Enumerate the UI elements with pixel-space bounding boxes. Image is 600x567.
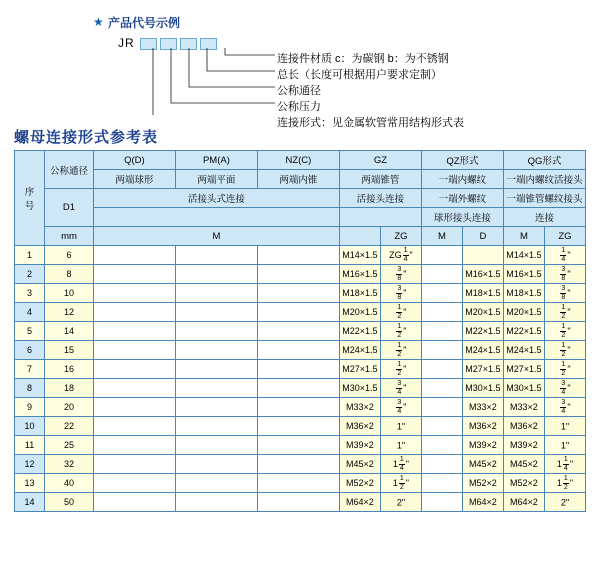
header-unit-m: M [93,227,339,246]
table-row [15,341,586,360]
cell-qg-m: M20×1.5 [503,303,544,322]
cell-qd [93,284,175,303]
cell-qd [93,360,175,379]
table-row [15,265,586,284]
cell-qz-m [421,398,462,417]
cell-seq: 9 [15,398,45,417]
header-type-taper-pipe: 两端锥管 [339,170,421,189]
cell-qg-m: M27×1.5 [503,360,544,379]
cell-gz-zg: $\frac{3}{4}$ " [380,398,421,417]
cell-pma [175,246,257,265]
cell-gz-m: M18×1.5 [339,284,380,303]
cell-pma [175,417,257,436]
header-group-nzc: NZ(C) [257,151,339,170]
cell-dn: 20 [45,398,94,417]
cell-qz-m [421,455,462,474]
cell-qg-zg: $\frac{1}{2}$ " [544,322,585,341]
cell-gz-m: M14×1.5 [339,246,380,265]
table-header [15,151,586,246]
cell-gz-zg: 1 $\frac{1}{2}$ " [380,474,421,493]
cell-pma [175,284,257,303]
header-unit-zg: ZG [380,227,421,246]
cell-qg-zg: $\frac{1}{2}$ " [544,360,585,379]
header-taper-pipe-thread-joint: 一端锥管螺纹接头 [503,189,585,208]
cell-dn: 8 [45,265,94,284]
annotation-length: 总长（长度可根据用户要求定制） [277,69,442,81]
cell-qg-zg: 1" [544,436,585,455]
cell-qg-zg: $\frac{3}{8}$ " [544,265,585,284]
cell-qg-zg: $\frac{1}{2}$ " [544,303,585,322]
cell-qg-m: M22×1.5 [503,322,544,341]
table-row [15,455,586,474]
cell-qd [93,493,175,512]
cell-qz-d [462,246,503,265]
table-row [15,322,586,341]
cell-qd [93,341,175,360]
cell-nzc [257,341,339,360]
cell-gz-zg: $\frac{3}{8}$ " [380,265,421,284]
cell-dn: 32 [45,455,94,474]
header-spacer-2 [339,208,421,227]
cell-qg-m: M36×2 [503,417,544,436]
table-row [15,360,586,379]
table-row [15,303,586,322]
cell-gz-zg: $\frac{1}{2}$ " [380,341,421,360]
annotation-nominal-pressure: 公称压力 [277,101,321,113]
cell-qd [93,322,175,341]
product-code-legend [0,0,600,129]
cell-qz-d: M16×1.5 [462,265,503,284]
cell-gz-zg: $\frac{3}{4}$ " [380,379,421,398]
cell-qg-zg: $\frac{3}{4}$ " [544,398,585,417]
cell-qd [93,455,175,474]
cell-nzc [257,455,339,474]
header-spacer [93,208,339,227]
cell-qz-m [421,360,462,379]
header-type-ball: 两端球形 [93,170,175,189]
cell-pma [175,322,257,341]
cell-pma [175,303,257,322]
header-unit-zg2: ZG [544,227,585,246]
cell-gz-zg: $\frac{1}{2}$ " [380,360,421,379]
cell-qz-d: M18×1.5 [462,284,503,303]
cell-pma [175,398,257,417]
cell-qz-m [421,246,462,265]
cell-nzc [257,265,339,284]
cell-qd [93,417,175,436]
cell-qz-d: M64×2 [462,493,503,512]
cell-qg-zg: $\frac{1}{4}$ " [544,246,585,265]
cell-qz-m [421,379,462,398]
cell-gz-zg: 2" [380,493,421,512]
cell-qg-zg: $\frac{3}{4}$ " [544,379,585,398]
cell-pma [175,360,257,379]
cell-seq: 14 [15,493,45,512]
code-prefix-label: JR [118,36,135,50]
table-row [15,246,586,265]
header-type-flat: 两端平面 [175,170,257,189]
cell-qz-m [421,284,462,303]
cell-qd [93,265,175,284]
cell-qg-m: M16×1.5 [503,265,544,284]
cell-seq: 2 [15,265,45,284]
header-group-qg: QG形式 [503,151,585,170]
cell-gz-m: M27×1.5 [339,360,380,379]
cell-gz-m: M52×2 [339,474,380,493]
annotation-material: 连接件材质 c：为碳钢 b：为不锈钢 [277,53,449,65]
cell-gz-zg: $\frac{1}{2}$ " [380,303,421,322]
table-row [15,379,586,398]
cell-qz-d: M45×2 [462,455,503,474]
nut-connection-table [14,150,586,512]
cell-qz-d: M22×1.5 [462,322,503,341]
cell-seq: 11 [15,436,45,455]
header-group-pma: PM(A) [175,151,257,170]
cell-nzc [257,436,339,455]
table-row [15,417,586,436]
header-ball-joint-connection: 球形接头连接 [421,208,503,227]
cell-qz-m [421,341,462,360]
cell-seq: 12 [15,455,45,474]
cell-pma [175,265,257,284]
cell-nzc [257,398,339,417]
cell-nzc [257,360,339,379]
cell-qg-m: M64×2 [503,493,544,512]
table-row [15,493,586,512]
cell-qz-d: M27×1.5 [462,360,503,379]
cell-gz-m: M16×1.5 [339,265,380,284]
header-seq: 序 号 [15,151,45,246]
legend-title: 产品代号示例 [108,16,181,30]
header-d1: D1 [45,189,94,227]
cell-dn: 25 [45,436,94,455]
cell-pma [175,379,257,398]
cell-qd [93,398,175,417]
table-header-row-5 [15,227,586,246]
cell-qg-m: M24×1.5 [503,341,544,360]
cell-qg-m: M33×2 [503,398,544,417]
cell-gz-m: M36×2 [339,417,380,436]
cell-gz-m: M22×1.5 [339,322,380,341]
header-union-connection-2: 活接头连接 [339,189,421,208]
header-unit-m3: M [503,227,544,246]
cell-dn: 40 [45,474,94,493]
cell-gz-zg: 1 $\frac{1}{4}$ " [380,455,421,474]
cell-qz-m [421,322,462,341]
cell-qg-m: M45×2 [503,455,544,474]
table-body [15,246,586,512]
cell-gz-zg: 1" [380,417,421,436]
cell-dn: 50 [45,493,94,512]
cell-nzc [257,303,339,322]
cell-gz-m: M24×1.5 [339,341,380,360]
cell-seq: 6 [15,341,45,360]
cell-nzc [257,322,339,341]
header-type-inner-cone: 两端内锥 [257,170,339,189]
table-header-row-1 [15,151,586,170]
cell-qz-d: M24×1.5 [462,341,503,360]
cell-nzc [257,417,339,436]
annotation-nominal-diameter: 公称通径 [277,85,321,97]
cell-seq: 10 [15,417,45,436]
cell-qg-m: M52×2 [503,474,544,493]
cell-qg-m: M39×2 [503,436,544,455]
cell-qg-zg: 1 $\frac{1}{2}$ " [544,474,585,493]
cell-gz-m: M30×1.5 [339,379,380,398]
cell-qz-d: M33×2 [462,398,503,417]
cell-qd [93,474,175,493]
header-type-inner-thread: 一端内螺纹 [421,170,503,189]
cell-nzc [257,284,339,303]
cell-qz-m [421,493,462,512]
cell-pma [175,455,257,474]
table-row [15,284,586,303]
cell-dn: 12 [45,303,94,322]
header-union-connection: 活接头式连接 [93,189,339,208]
page-title: 螺母连接形式参考表 [14,129,159,146]
star-icon: ★ [93,15,104,29]
cell-nzc [257,246,339,265]
cell-qz-d: M52×2 [462,474,503,493]
cell-seq: 1 [15,246,45,265]
cell-qz-m [421,265,462,284]
cell-dn: 14 [45,322,94,341]
cell-qg-m: M14×1.5 [503,246,544,265]
cell-pma [175,474,257,493]
cell-qg-m: M30×1.5 [503,379,544,398]
header-outer-thread: 一端外螺纹 [421,189,503,208]
table-row [15,398,586,417]
header-connection: 连接 [503,208,585,227]
cell-qd [93,379,175,398]
cell-qg-zg: 2" [544,493,585,512]
table-row [15,474,586,493]
table-header-row-4 [15,208,586,227]
cell-seq: 13 [15,474,45,493]
cell-gz-zg: 1" [380,436,421,455]
cell-seq: 3 [15,284,45,303]
header-unit-blank [339,227,380,246]
cell-dn: 10 [45,284,94,303]
cell-qz-m [421,417,462,436]
cell-qd [93,436,175,455]
header-unit-m2: M [421,227,462,246]
cell-qz-m [421,474,462,493]
header-unit-d: D [462,227,503,246]
cell-qg-zg: $\frac{1}{2}$ " [544,341,585,360]
cell-gz-m: M39×2 [339,436,380,455]
cell-qz-d: M20×1.5 [462,303,503,322]
cell-nzc [257,379,339,398]
cell-gz-zg: $\frac{1}{2}$ " [380,322,421,341]
cell-gz-zg: ZG $\frac{1}{4}$ " [380,246,421,265]
cell-seq: 4 [15,303,45,322]
cell-dn: 22 [45,417,94,436]
header-unit-mm: mm [45,227,94,246]
cell-qz-m [421,303,462,322]
cell-qg-zg: 1 $\frac{1}{4}$ " [544,455,585,474]
cell-gz-m: M64×2 [339,493,380,512]
cell-qg-zg: $\frac{3}{8}$ " [544,284,585,303]
cell-pma [175,436,257,455]
cell-seq: 5 [15,322,45,341]
cell-pma [175,493,257,512]
header-group-gz: GZ [339,151,421,170]
cell-gz-zg: $\frac{3}{8}$ " [380,284,421,303]
table-header-row-3 [15,189,586,208]
header-group-qd: Q(D) [93,151,175,170]
table-header-row-2 [15,170,586,189]
cell-qg-m: M18×1.5 [503,284,544,303]
cell-pma [175,341,257,360]
cell-dn: 6 [45,246,94,265]
header-nominal-diameter: 公称通径 [45,151,94,189]
cell-dn: 16 [45,360,94,379]
header-type-inner-thread-union: 一端内螺纹活接头 [503,170,585,189]
header-group-qz: QZ形式 [421,151,503,170]
cell-nzc [257,493,339,512]
cell-qz-d: M39×2 [462,436,503,455]
cell-qz-d: M30×1.5 [462,379,503,398]
cell-qz-m [421,436,462,455]
annotation-connection-type: 连接形式：见金属软管常用结构形式表 [277,117,464,129]
cell-dn: 15 [45,341,94,360]
cell-dn: 18 [45,379,94,398]
cell-seq: 7 [15,360,45,379]
table-row [15,436,586,455]
cell-gz-m: M20×1.5 [339,303,380,322]
cell-nzc [257,474,339,493]
cell-qz-d: M36×2 [462,417,503,436]
cell-qd [93,246,175,265]
cell-qg-zg: 1" [544,417,585,436]
cell-seq: 8 [15,379,45,398]
cell-qd [93,303,175,322]
cell-gz-m: M45×2 [339,455,380,474]
cell-gz-m: M33×2 [339,398,380,417]
